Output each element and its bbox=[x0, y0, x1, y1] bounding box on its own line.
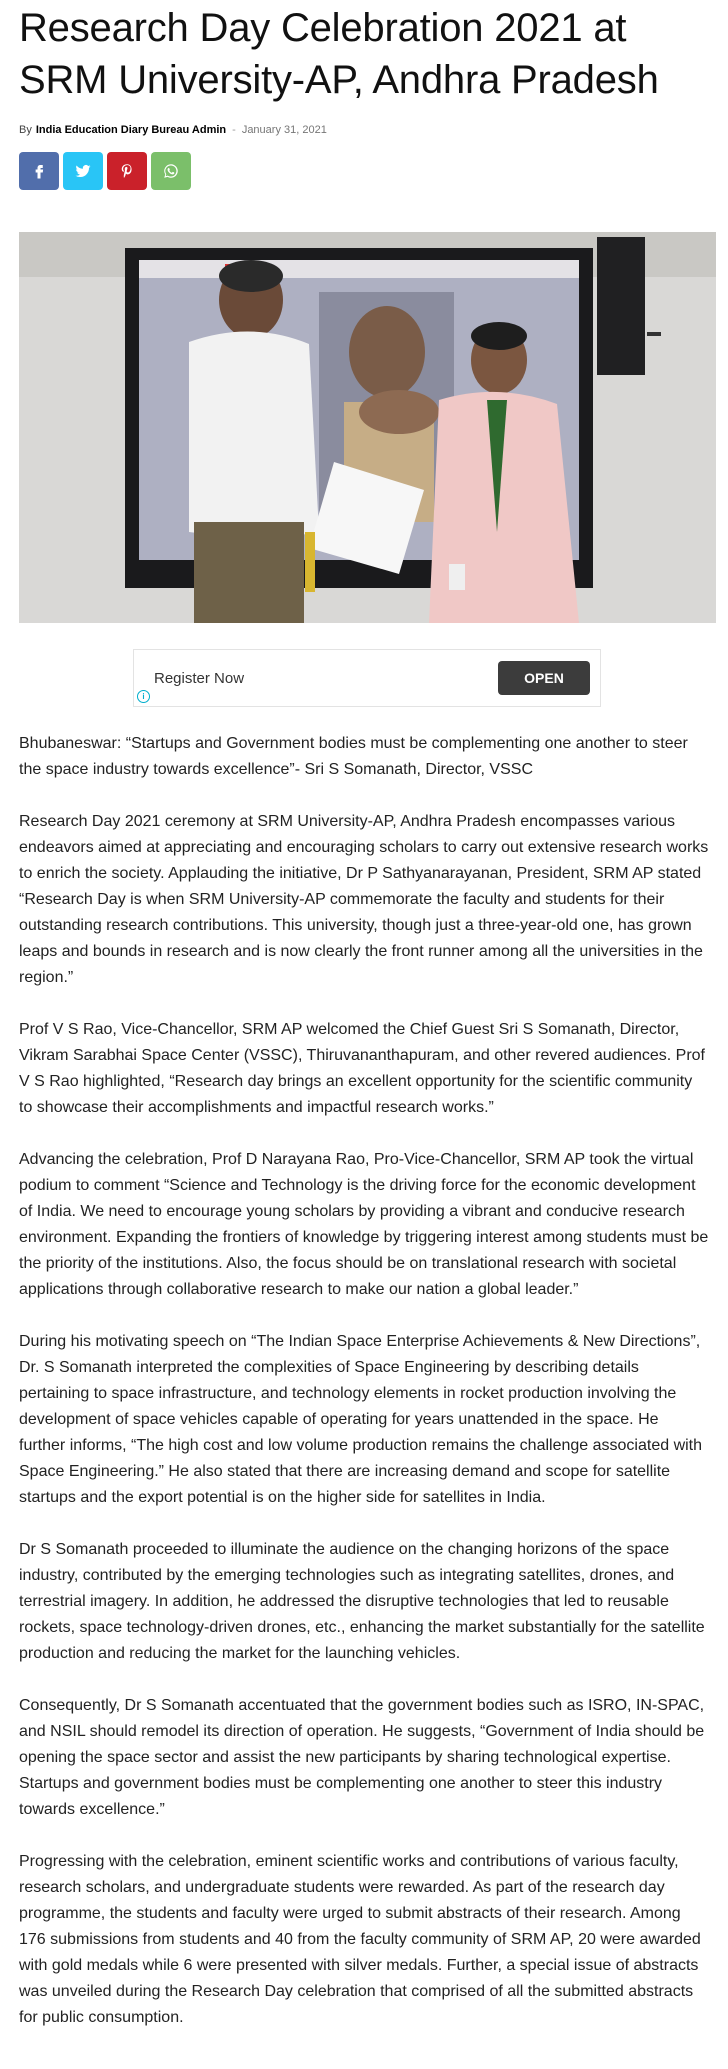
article-paragraph: Progressing with the celebration, eminent scientific works and contributions of various faculty, research scholars, and undergraduate students were rewarded. As part of the research day programme, the students and faculty were urged to submit abstracts of their research. Among 176 submissions from students and 40 from the faculty community of SRM AP, 20 were awarded with gold medals while 6 were presented with silver medals. Further, a special issue of abstracts was unveiled during the Research Day celebration that comprised of all the submitted abstracts for public consumption. bbox=[19, 1853, 701, 2026]
ad-text: Register Now bbox=[154, 669, 245, 687]
pinterest-icon bbox=[118, 162, 136, 180]
twitter-icon bbox=[74, 162, 92, 180]
article-body bbox=[19, 731, 709, 2031]
article-meta bbox=[19, 124, 709, 136]
article-paragraph: Prof V S Rao, Vice-Chancellor, SRM AP welcomed the Chief Guest Sri S Somanath, Director, Vikram Sarabhai Space Center (VSSC), Thiruvananthapuram, and other revered audiences. Prof V S Rao highlighted, “Research day brings an excellent opportunity for the scientific community to showcase their accomplishments and impactful research works.” bbox=[19, 1021, 705, 1116]
twitter-share-button[interactable] bbox=[63, 152, 103, 190]
advertisement-banner[interactable] bbox=[133, 649, 601, 707]
facebook-icon bbox=[30, 162, 48, 180]
ad-open-button[interactable]: OPEN bbox=[498, 661, 590, 695]
article-date: January 31, 2021 bbox=[241, 124, 327, 136]
article-paragraph: Dr S Somanath proceeded to illuminate the audience on the changing horizons of the space industry, contributed by the emerging technologies such as integrating satellites, drones, and terrestrial imagery. In addition, he addressed the disruptive technologies that led to reusable rockets, space technology-driven drones, etc., enhancing the market substantially for the satellite production and reducing the market for the launching vehicles. bbox=[19, 1541, 705, 1662]
share-bar bbox=[19, 152, 709, 190]
by-label: By bbox=[19, 124, 32, 136]
article-paragraph: Advancing the celebration, Prof D Narayana Rao, Pro-Vice-Chancellor, SRM AP took the virtual podium to comment “Science and Technology is the driving force for the economic development of India. We need to encourage young scholars by providing a vibrant and conducive research environment. Expanding the frontiers of knowledge by triggering interest among students must be the priority of the institutions. Also, the focus should be on translational research with societal applications through collaborative research to make our nation a global leader.” bbox=[19, 1151, 709, 1298]
pinterest-share-button[interactable] bbox=[107, 152, 147, 190]
whatsapp-icon bbox=[162, 162, 180, 180]
article-paragraph: Research Day 2021 ceremony at SRM University-AP, Andhra Pradesh encompasses various endeavors aimed at appreciating and encouraging scholars to carry out extensive research works to enrich the society. Applauding the initiative, Dr P Sathyanarayanan, President, SRM AP stated “Research Day is when SRM University-AP commemorate the faculty and students for their outstanding research contributions. This university, though just a three-year-old one, has grown leaps and bounds in research and is now clearly the front runner among all the universities in the region.” bbox=[19, 813, 709, 986]
whatsapp-share-button[interactable] bbox=[151, 152, 191, 190]
meta-separator: - bbox=[232, 124, 236, 136]
author-link[interactable]: India Education Diary Bureau Admin bbox=[35, 124, 227, 136]
article-paragraph: Bhubaneswar: “Startups and Government bodies must be complementing one another to steer the space industry towards excellence”- Sri S Somanath, Director, VSSC bbox=[19, 735, 688, 778]
article-paragraph: During his motivating speech on “The Indian Space Enterprise Achievements & New Directions”, Dr. S Somanath interpreted the complexities of Space Engineering by describing details pertaining to space infrastructure, and technology elements in rocket production involving the development of space vehicles capable of operating for years unattended in the space. He further informs, “The high cost and low volume production remains the challenge associated with Space Engineering.” He also stated that there are increasing demand and scope for satellite startups and the export potential is on the higher side for satellites in India. bbox=[19, 1333, 703, 1506]
ad-info-icon[interactable]: i bbox=[137, 690, 150, 703]
article-paragraph: Consequently, Dr S Somanath accentuated that the government bodies such as ISRO, IN-SPAC, and NSIL should remodel its direction of operation. He suggests, “Government of India should be opening the space sector and assist the new participants by sharing technological expertise. Startups and government bodies must be complementing one another to steer this industry towards excellence.” bbox=[19, 1697, 705, 1818]
article-title: Research Day Celebration 2021 at SRM University-AP, Andhra Pradesh bbox=[19, 6, 659, 102]
facebook-share-button[interactable] bbox=[19, 152, 59, 190]
article-hero-image bbox=[19, 232, 716, 623]
